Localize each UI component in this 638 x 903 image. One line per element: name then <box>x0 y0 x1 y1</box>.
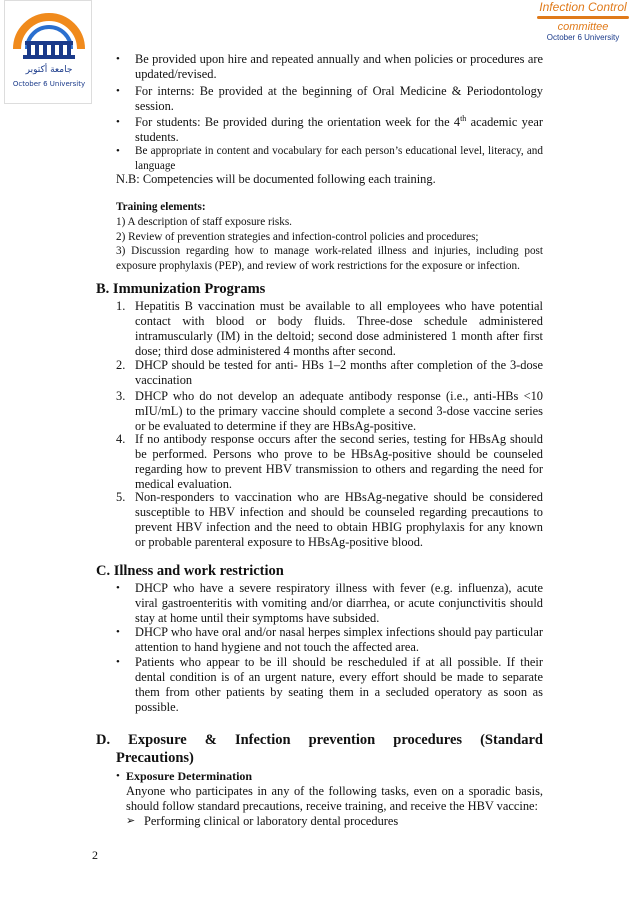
section-b-heading: B. Immunization Programs <box>96 281 266 297</box>
heading-word: D. <box>96 732 111 748</box>
bullet-icon: • <box>116 626 120 638</box>
bullet-icon: • <box>116 582 120 594</box>
exposure-determination-subhead: Exposure Determination <box>126 769 253 783</box>
bullet-icon: • <box>116 770 120 782</box>
list-number: 2. <box>116 358 126 372</box>
heading-word: prevention <box>308 732 376 748</box>
training-bullet-4: Be appropriate in content and vocabulary for each person’s educational level, literacy, and language <box>135 145 543 172</box>
immunization-item-4: If no antibody response occurs after the second series, testing for HBsAg should be performed. Persons who prove to be HBsAg-positive should be counseled regarding how to prevent HBV transmission to others and regarding the need for medical evaluation. <box>135 432 543 491</box>
students-text-a: For students: Be provided during the orientation week for the 4 <box>135 115 461 129</box>
bullet-icon: • <box>116 85 120 97</box>
heading-word: Exposure <box>128 732 187 748</box>
training-bullet-2: For interns: Be provided at the beginning of Oral Medicine & Periodontology session. <box>135 84 543 113</box>
immunization-item-2: DHCP should be tested for anti- HBs 1–2 months after completion of the 3-dose vaccination <box>135 358 543 387</box>
illness-bullet-1: DHCP who have a severe respiratory illness with fever (e.g. influenza), acute viral gastroenteritis with vomiting and/or diarrhea, or acute conjunctivitis should stay at home until their symptoms have subsided. <box>135 581 543 625</box>
section-c-heading: C. Illness and work restriction <box>96 563 284 579</box>
logo-english-text: October 6 University <box>12 80 86 88</box>
exposure-paragraph: Anyone who participates in any of the following tasks, even on a sporadic basis, should follow standard precautions, receive training, and receive the HBV vaccine: <box>126 784 543 813</box>
training-bullet-1: Be provided upon hire and repeated annually and when policies or procedures are updated/revised. <box>135 52 543 81</box>
logo-arabic-text: جامعة أكتوبر <box>25 65 73 75</box>
students-text-b: academic year students. <box>135 115 543 144</box>
heading-word: procedures <box>393 732 463 748</box>
illness-bullet-3: Patients who appear to be ill should be rescheduled if at all possible. If their dental condition is of an urgent nature, every effort should be made to separate them from other patients by seating them in a secluded operatory as soon as possible. <box>135 655 543 714</box>
infection-control-logo <box>532 0 634 74</box>
heading-word: & <box>204 732 217 748</box>
list-number: 1. <box>116 299 126 313</box>
section-d-heading-line1 <box>96 731 543 749</box>
competency-note: N.B: Competencies will be documented following each training. <box>116 172 436 186</box>
heading-word: (Standard <box>480 732 543 748</box>
immunization-item-5: Non-responders to vaccination who are HBsAg-negative should be considered susceptible to HBV infection and should be counseled regarding precautions to prevent HBV infection and the need to obtain HBIG prophylaxis for any known or probable parenteral exposure to HBsAg-positive blood. <box>135 490 543 549</box>
immunization-item-3: DHCP who do not develop an adequate antibody response (i.e., anti-HBs <10 mIU/mL) to the primary vaccine should complete a second 3-dose vaccine series or be evaluated to determine if they are HBsAg-positive. <box>135 389 543 433</box>
training-element-2: 2) Review of prevention strategies and infection-control policies and procedures; <box>116 231 479 243</box>
training-element-1: 1) A description of staff exposure risks. <box>116 216 292 228</box>
list-number: 4. <box>116 432 126 446</box>
bullet-icon: • <box>116 53 120 65</box>
section-d-heading-line2: Precautions) <box>116 750 194 766</box>
illness-bullet-2: DHCP who have oral and/or nasal herpes simplex infections should pay particular attention to hand hygiene and not touch the affected area. <box>135 625 543 654</box>
logo-line-1: Infection Control <box>539 0 627 14</box>
logo-line-2: committee <box>557 21 609 33</box>
university-logo <box>4 0 92 104</box>
logo-line-3: October 6 University <box>546 33 620 42</box>
arrow-item: Performing clinical or laboratory dental procedures <box>144 814 399 828</box>
immunization-item-1: Hepatitis B vaccination must be available to all employees who have potential contact with blood or body fluids. Three-dose schedule administered intramuscularly (IM) in the deltoid; second dose administered 1 month after first dose; third dose administered 4 months after second. <box>135 299 543 358</box>
page-number: 2 <box>92 848 98 862</box>
logo-swoosh <box>537 16 629 19</box>
bullet-icon: • <box>116 145 120 157</box>
bullet-icon: • <box>116 656 120 668</box>
list-number: 5. <box>116 490 126 504</box>
university-emblem-icon <box>11 5 87 63</box>
list-number: 3. <box>116 389 126 403</box>
bullet-icon: • <box>116 116 120 128</box>
training-bullet-3 <box>135 115 543 145</box>
training-element-3: 3) Discussion regarding how to manage work-related illness and injuries, including post exposure prophylaxis (PEP), and review of work restrictions for the exposure or infection. <box>116 245 543 272</box>
arrow-bullet-icon: ➢ <box>126 815 136 827</box>
ordinal-th: th <box>460 113 467 123</box>
training-elements-title: Training elements: <box>116 201 206 213</box>
heading-word: Infection <box>234 732 291 748</box>
